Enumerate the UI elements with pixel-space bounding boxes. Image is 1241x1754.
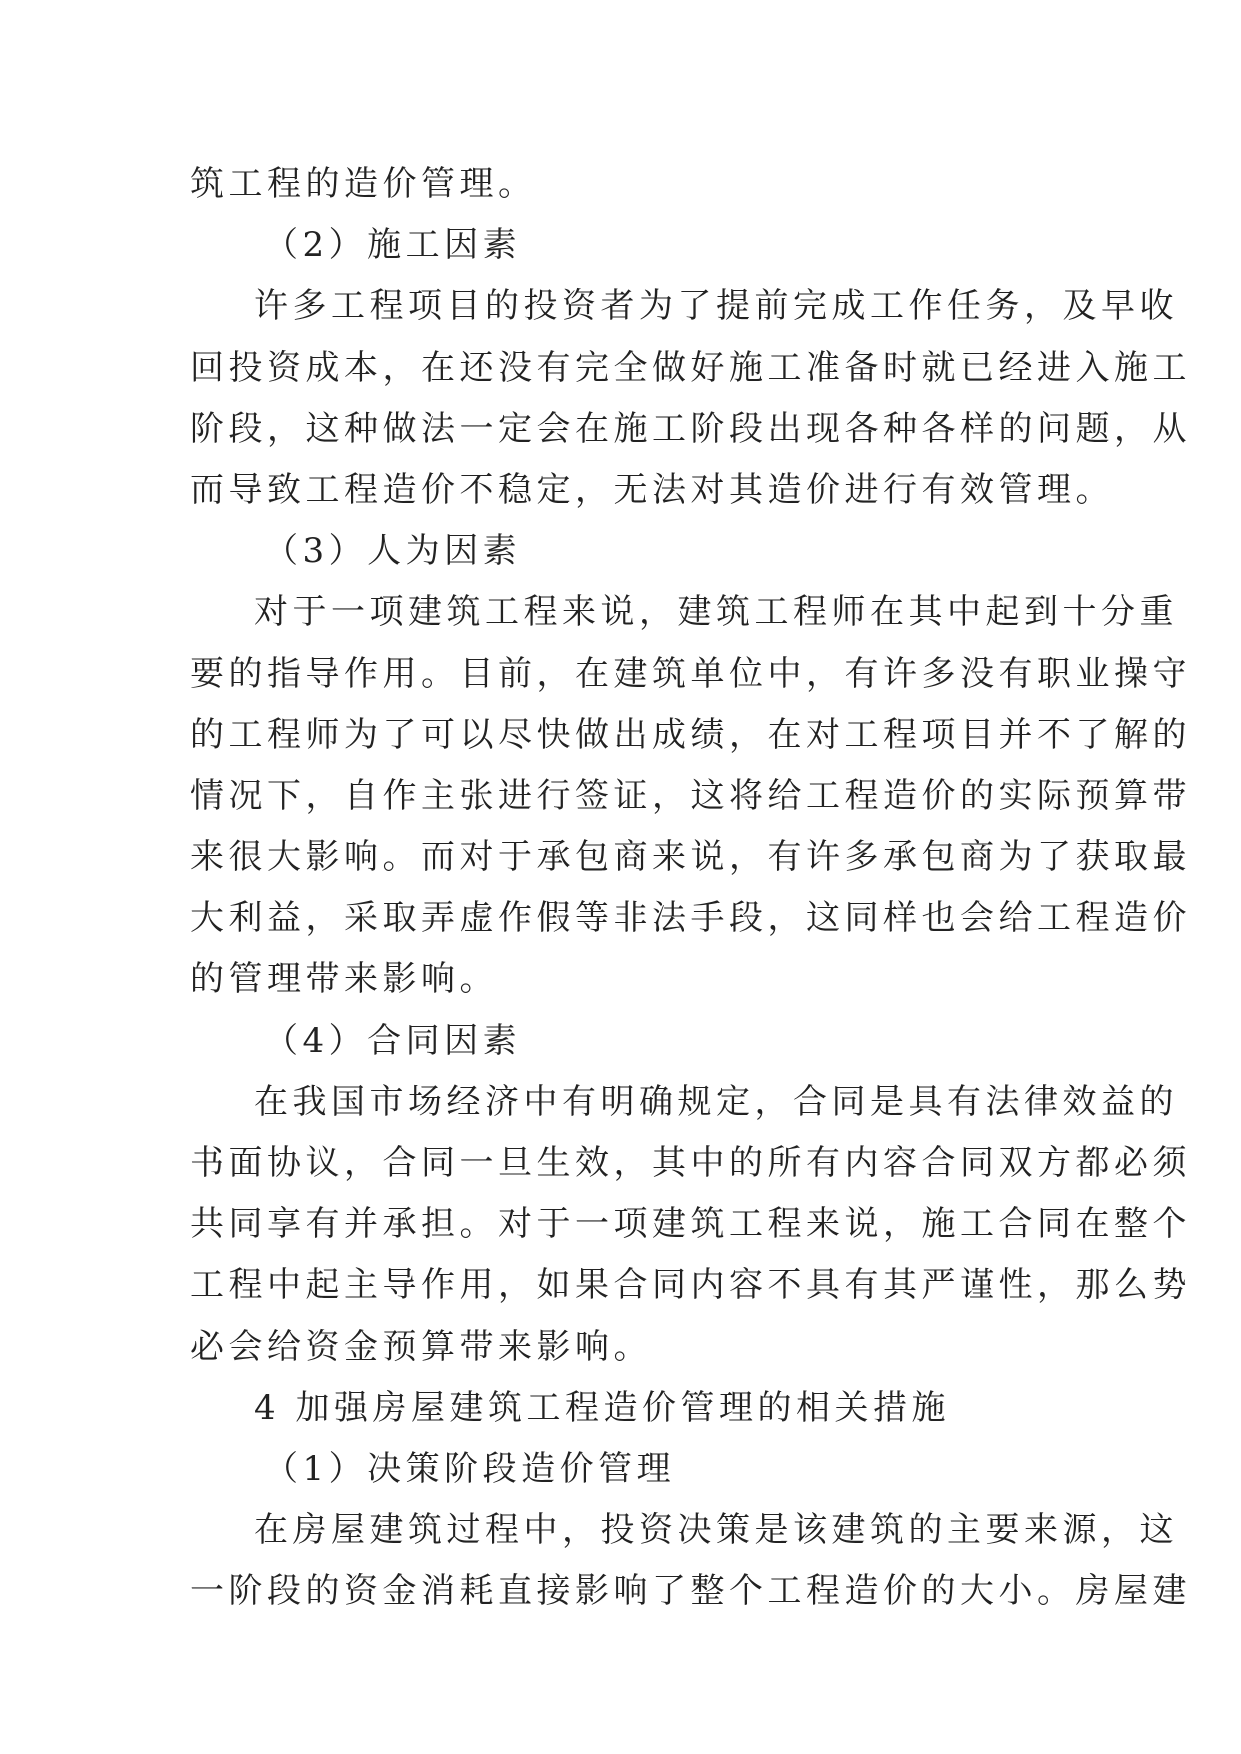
text-line: 大利益，采取弄虚作假等非法手段，这同样也会给工程造价 (190, 898, 1191, 939)
text-line: 必会给资金预算带来影响。 (190, 1326, 652, 1367)
text-line: 的工程师为了可以尽快做出成绩，在对工程项目并不了解的 (190, 714, 1191, 755)
body-text (190, 154, 1191, 1623)
text-line: 而导致工程造价不稳定，无法对其造价进行有效管理。 (190, 469, 1114, 510)
text-line: 对于一项建筑工程来说，建筑工程师在其中起到十分重 (254, 592, 1178, 633)
chapter-heading: 4 加强房屋建筑工程造价管理的相关措施 (254, 1387, 950, 1428)
text-line: 筑工程的造价管理。 (190, 164, 537, 204)
text-line: 工程中起主导作用，如果合同内容不具有其严谨性，那么势 (190, 1265, 1191, 1306)
section-heading: （4）合同因素 (264, 1020, 522, 1061)
text-line: 的管理带来影响。 (190, 959, 498, 1000)
section-heading: （1）决策阶段造价管理 (264, 1448, 676, 1489)
text-line: 在房屋建筑过程中，投资决策是该建筑的主要来源，这 (254, 1510, 1178, 1551)
section-heading: （3）人为因素 (264, 531, 522, 572)
text-line: 情况下，自作主张进行签证，这将给工程造价的实际预算带 (190, 775, 1191, 816)
text-line: 要的指导作用。目前，在建筑单位中，有许多没有职业操守 (190, 653, 1191, 694)
text-line: 共同享有并承担。对于一项建筑工程来说，施工合同在整个 (190, 1204, 1191, 1245)
text-line: 回投资成本，在还没有完全做好施工准备时就已经进入施工 (190, 347, 1191, 388)
text-line: 阶段，这种做法一定会在施工阶段出现各种各样的问题，从 (190, 408, 1191, 449)
text-line: 书面协议，合同一旦生效，其中的所有内容合同双方都必须 (190, 1143, 1191, 1183)
text-line: 许多工程项目的投资者为了提前完成工作任务，及早收 (254, 286, 1178, 327)
section-heading: （2）施工因素 (264, 225, 522, 266)
text-line: 来很大影响。而对于承包商来说，有许多承包商为了获取最 (190, 837, 1191, 878)
text-line: 一阶段的资金消耗直接影响了整个工程造价的大小。房屋建 (190, 1571, 1191, 1612)
text-line: 在我国市场经济中有明确规定，合同是具有法律效益的 (254, 1081, 1178, 1122)
